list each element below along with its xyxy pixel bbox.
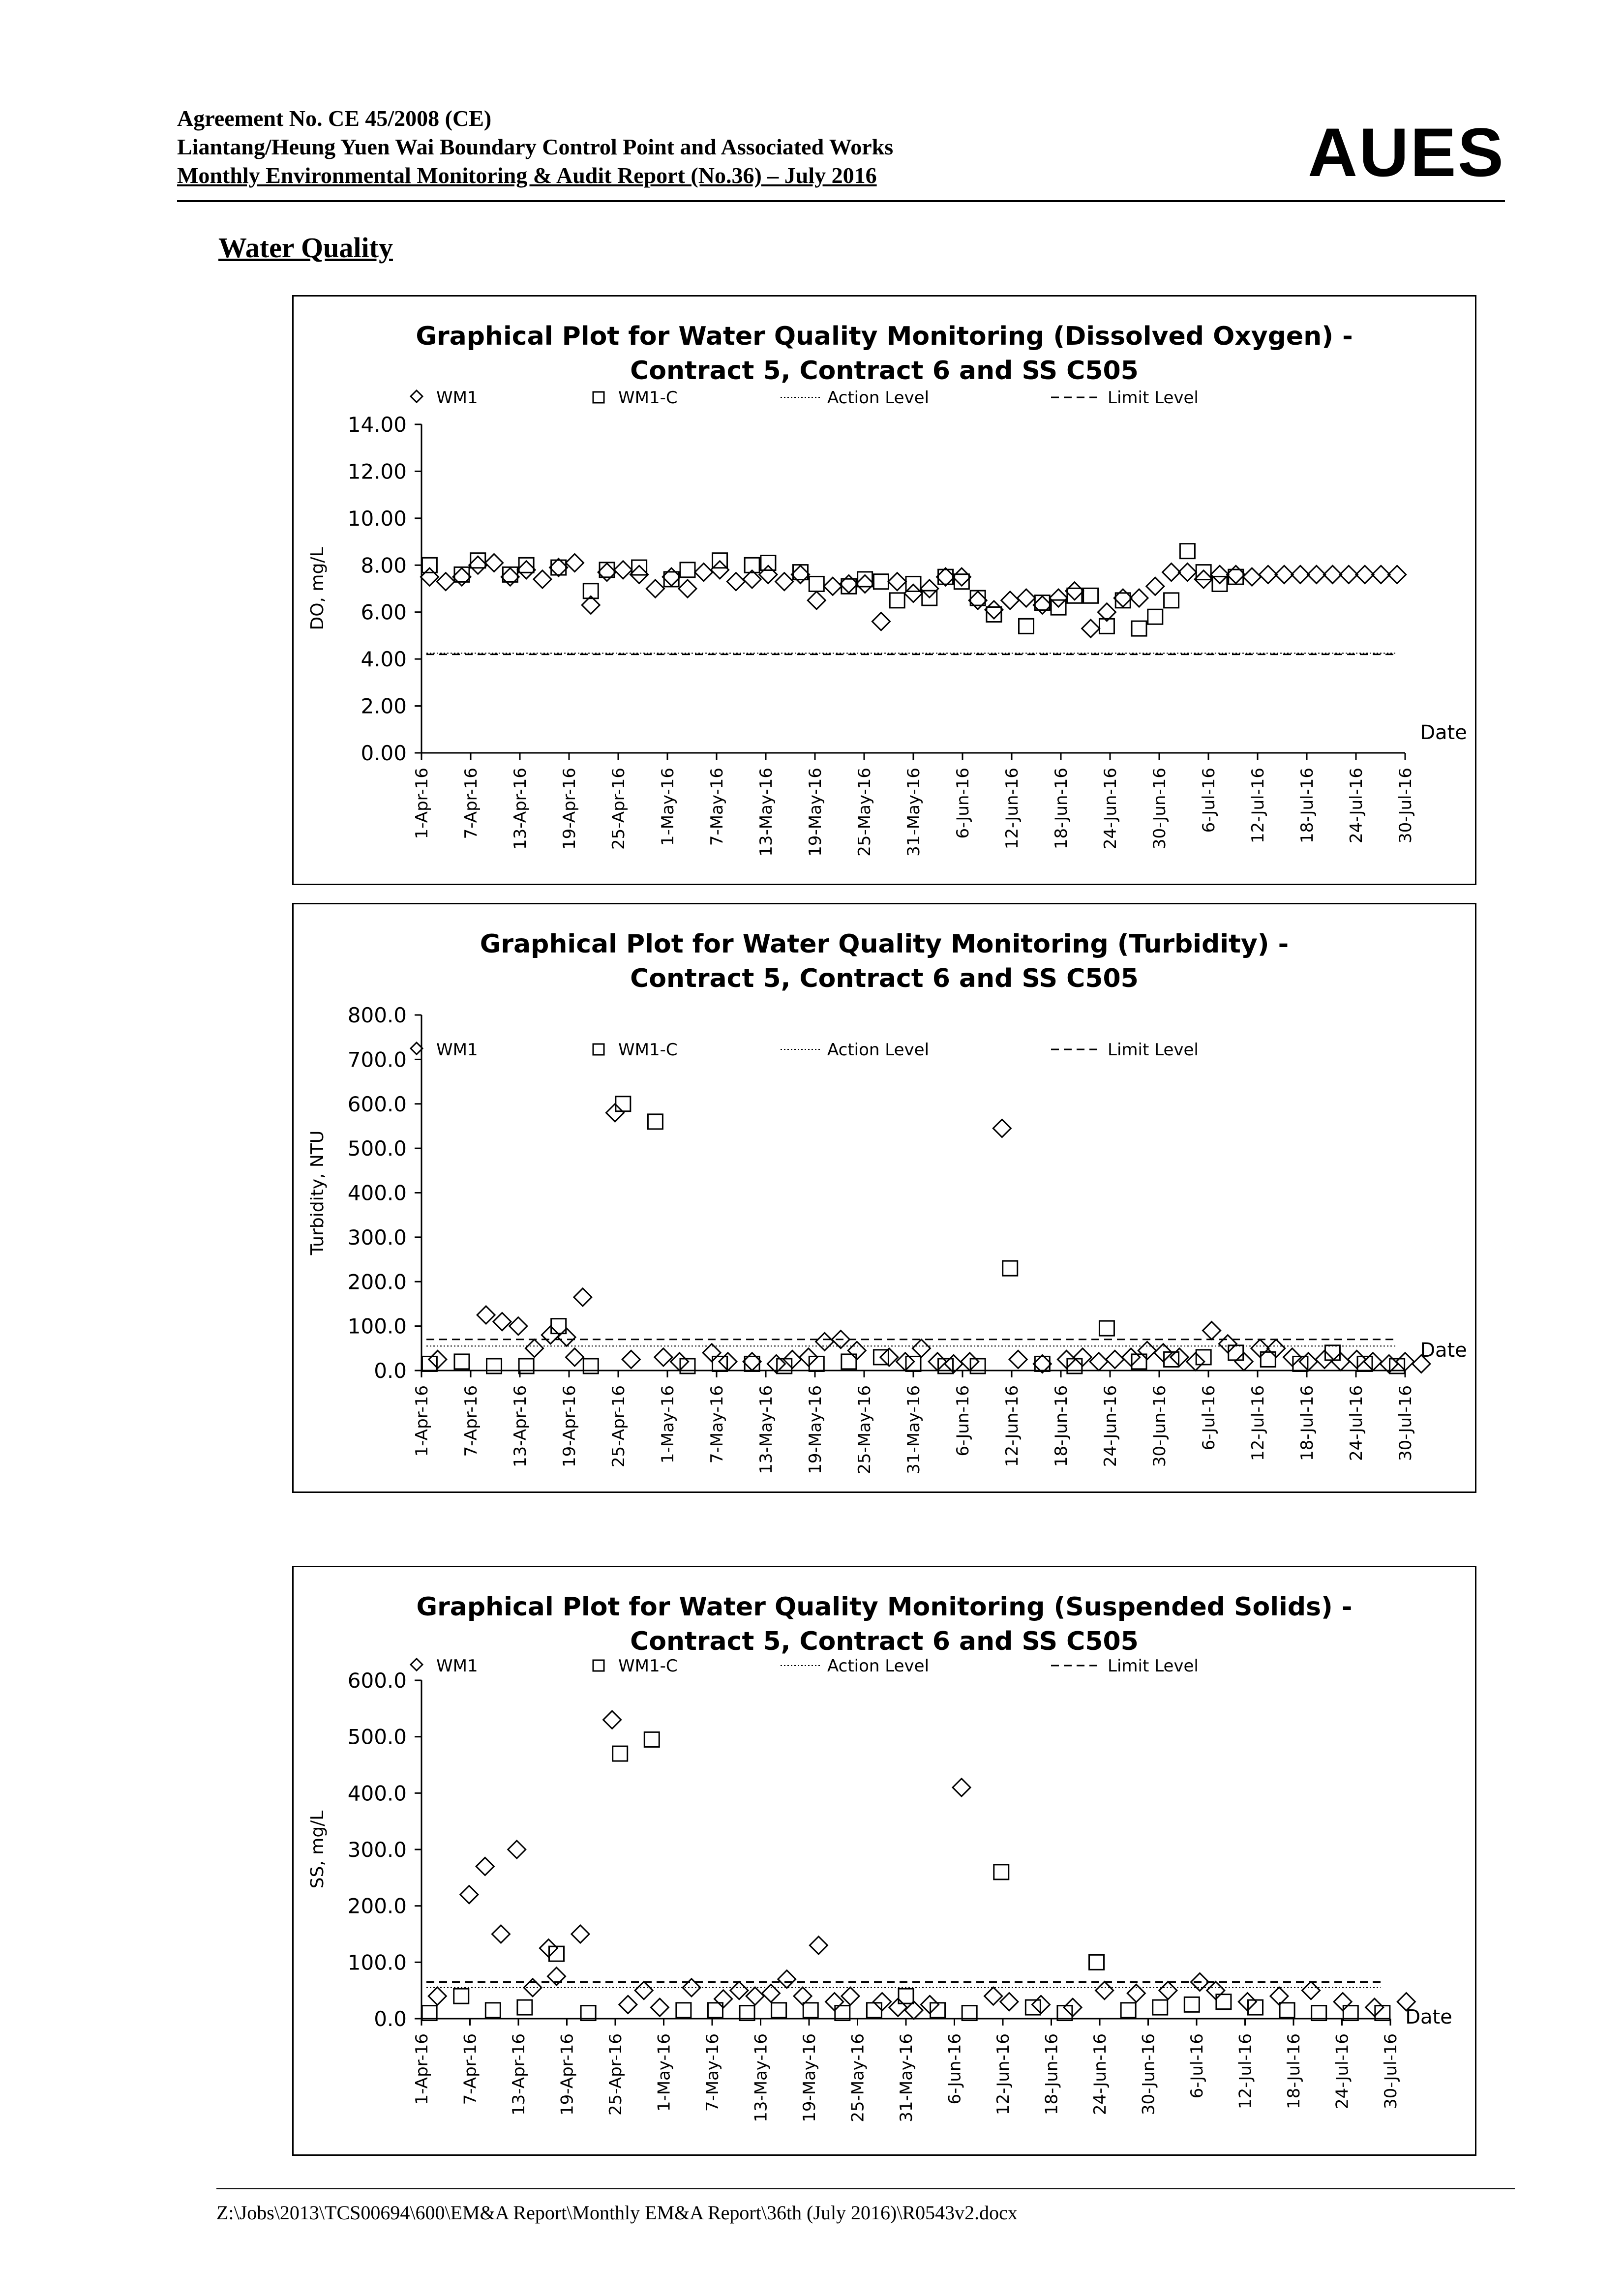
data-point-wm1c [1083, 588, 1098, 603]
x-tick-label: 19-Apr-16 [557, 2033, 577, 2116]
y-tick-label: 400.0 [347, 1181, 407, 1205]
data-point-wm1 [1090, 1353, 1108, 1371]
y-tick-label: 4.00 [361, 647, 407, 672]
data-point-wm1 [937, 568, 955, 586]
data-point-wm1c [803, 2003, 818, 2018]
data-point-wm1 [646, 580, 664, 597]
y-tick-label: 500.0 [347, 1725, 407, 1749]
data-point-wm1 [762, 1984, 780, 2002]
data-point-wm1 [808, 592, 825, 609]
data-point-wm1 [574, 1288, 592, 1306]
data-point-wm1c [1229, 1345, 1243, 1360]
x-tick-label: 30-Jul-16 [1396, 1385, 1415, 1461]
legend-label-limit: Limit Level [1108, 1656, 1199, 1676]
data-point-wm1c [1196, 565, 1211, 580]
header-divider [177, 200, 1505, 202]
data-point-wm1 [517, 561, 535, 579]
y-tick-label: 0.00 [361, 741, 407, 765]
data-point-wm1 [810, 1937, 827, 1954]
data-point-wm1 [679, 580, 696, 597]
data-point-wm1 [453, 568, 471, 586]
y-tick-label: 0.0 [374, 2007, 407, 2031]
data-point-wm1 [1130, 589, 1148, 607]
data-point-wm1 [1050, 589, 1067, 607]
data-point-wm1c [867, 2003, 881, 2018]
data-point-wm1c [422, 558, 437, 572]
data-point-wm1 [598, 564, 616, 581]
data-point-wm1 [437, 573, 454, 591]
x-tick-label: 24-Jul-16 [1347, 768, 1366, 843]
y-tick-label: 800.0 [347, 1003, 407, 1027]
data-point-wm1 [1259, 566, 1277, 583]
x-tick-label: 6-Jul-16 [1199, 1385, 1219, 1451]
x-tick-label: 31-May-16 [904, 768, 924, 857]
data-point-wm1c [551, 560, 566, 575]
data-point-wm1 [614, 561, 632, 579]
x-tick-label: 18-Jul-16 [1297, 768, 1317, 843]
data-point-wm1 [619, 1996, 637, 2013]
data-point-wm1 [730, 1982, 748, 1999]
aues-logo: AUES [1308, 114, 1505, 191]
y-tick-label: 600.0 [347, 1092, 407, 1116]
data-point-wm1 [477, 1306, 495, 1324]
data-point-wm1 [1323, 566, 1341, 583]
data-point-wm1 [727, 573, 745, 591]
data-point-wm1c [1121, 2003, 1136, 2018]
data-point-wm1c [1089, 1955, 1104, 1969]
y-tick-label: 8.00 [361, 553, 407, 578]
data-point-wm1 [571, 1925, 589, 1943]
data-point-wm1 [508, 1841, 526, 1858]
data-point-wm1 [1178, 564, 1196, 581]
x-tick-label: 24-Jun-16 [1090, 2033, 1110, 2116]
data-point-wm1 [953, 568, 970, 586]
x-tick-label: 25-May-16 [848, 2033, 868, 2122]
x-tick-label: 12-Jul-16 [1235, 2033, 1256, 2109]
x-tick-label: 13-Apr-16 [511, 1385, 530, 1467]
x-tick-label: 24-Jun-16 [1101, 1385, 1120, 1467]
x-tick-label: 13-Apr-16 [511, 768, 530, 850]
data-point-wm1 [428, 1987, 446, 2005]
data-point-wm1 [635, 1982, 653, 1999]
data-point-wm1 [872, 613, 890, 630]
x-tick-label: 19-May-16 [806, 1385, 825, 1474]
legend-marker-wm1 [411, 390, 422, 402]
legend-label-wm1c: WM1-C [618, 1040, 678, 1060]
data-point-wm1 [493, 1313, 511, 1331]
data-point-wm1 [1146, 577, 1164, 595]
x-tick-label: 18-Jul-16 [1284, 2033, 1304, 2109]
x-tick-label: 25-Apr-16 [609, 1385, 629, 1467]
series-wm1 [421, 554, 1406, 638]
report-title: Monthly Environmental Monitoring & Audit Report (No.36) – July 2016 [177, 163, 877, 188]
data-point-wm1 [1227, 566, 1245, 583]
x-tick-label: 1-Apr-16 [412, 768, 432, 839]
data-point-wm1c [938, 569, 953, 584]
data-point-wm1 [485, 554, 503, 572]
data-point-wm1c [1280, 2003, 1294, 2018]
data-point-wm1 [1211, 566, 1229, 583]
data-point-wm1c [680, 563, 695, 577]
data-point-wm1 [778, 1970, 796, 1988]
data-point-wm1c [1025, 2000, 1040, 2015]
x-tick-label: 24-Jul-16 [1332, 2033, 1353, 2109]
data-point-wm1c [994, 1865, 1009, 1879]
x-tick-label: 6-Jun-16 [953, 768, 973, 839]
y-tick-label: 200.0 [347, 1894, 407, 1918]
data-point-wm1c [906, 1356, 921, 1371]
x-tick-label: 12-Jun-16 [1002, 768, 1022, 850]
chart-suspended-solids [292, 1566, 1476, 2156]
data-point-wm1c [1019, 619, 1034, 633]
legend-label-limit: Limit Level [1108, 1040, 1199, 1060]
x-tick-label: 6-Jun-16 [945, 2033, 965, 2105]
series-wm1 [429, 1104, 1430, 1373]
x-tick-label: 30-Jun-16 [1150, 1385, 1170, 1467]
x-tick-label: 24-Jun-16 [1101, 768, 1120, 850]
y-tick-label: 300.0 [347, 1225, 407, 1250]
y-axis-label: SS, mg/L [307, 1810, 328, 1889]
chart-turbidity [292, 903, 1476, 1493]
x-tick-label: 7-Apr-16 [461, 768, 481, 839]
agreement-number: Agreement No. CE 45/2008 (CE) [177, 106, 492, 131]
y-tick-label: 0.0 [374, 1359, 407, 1383]
data-point-wm1c [517, 2000, 532, 2015]
legend-marker-wm1 [411, 1659, 422, 1670]
x-tick-label: 12-Jul-16 [1248, 768, 1268, 843]
footer-divider [216, 2188, 1515, 2189]
data-point-wm1 [651, 1998, 668, 2016]
data-point-wm1 [1114, 589, 1132, 607]
chart-title-line-1: Graphical Plot for Water Quality Monitoring (Dissolved Oxygen) - [416, 322, 1353, 351]
data-point-wm1 [460, 1886, 478, 1904]
data-point-wm1 [904, 585, 922, 602]
data-point-wm1c [1003, 1261, 1018, 1276]
data-point-wm1 [776, 573, 793, 591]
data-point-wm1c [1164, 593, 1179, 608]
data-point-wm1c [1180, 544, 1195, 559]
data-point-wm1c [1148, 609, 1163, 624]
data-point-wm1 [1000, 1993, 1018, 2011]
data-point-wm1 [953, 1779, 970, 1796]
y-tick-label: 600.0 [347, 1669, 407, 1693]
data-point-wm1 [746, 1987, 764, 2005]
x-tick-label: 6-Jun-16 [953, 1385, 973, 1457]
data-point-wm1 [492, 1925, 510, 1943]
data-point-wm1 [759, 566, 777, 583]
data-point-wm1 [1356, 566, 1374, 583]
legend-label-action: Action Level [827, 388, 930, 408]
y-tick-label: 100.0 [347, 1314, 407, 1339]
data-point-wm1 [662, 568, 680, 586]
data-point-wm1c [1132, 621, 1146, 636]
x-tick-label: 19-Apr-16 [560, 768, 579, 850]
data-point-wm1 [566, 1348, 583, 1366]
data-point-wm1 [912, 1340, 930, 1357]
x-tick-label: 19-May-16 [800, 2033, 819, 2122]
data-point-wm1c [1099, 1321, 1114, 1336]
data-point-wm1 [1018, 589, 1035, 607]
data-point-wm1 [888, 573, 906, 591]
data-point-wm1 [842, 1987, 859, 2005]
x-tick-label: 12-Jul-16 [1248, 1385, 1268, 1461]
data-point-wm1 [550, 559, 568, 576]
data-point-wm1c [890, 593, 904, 608]
y-tick-label: 100.0 [347, 1950, 407, 1975]
file-path-footer: Z:\Jobs\2013\TCS00694\600\EM&A Report\Monthly EM&A Report\36th (July 2016)\R0543v2.docx [216, 2202, 1018, 2224]
data-point-wm1c [1184, 1997, 1199, 2012]
data-point-wm1 [421, 568, 438, 586]
data-point-wm1c [772, 2003, 786, 2018]
series-wm1-c [422, 544, 1243, 636]
chart-legend [411, 388, 1199, 408]
data-point-wm1 [993, 1119, 1011, 1137]
data-point-wm1 [1372, 566, 1390, 583]
data-point-wm1 [1340, 566, 1357, 583]
legend-label-wm1c: WM1-C [618, 388, 678, 408]
data-point-wm1 [985, 601, 1003, 619]
x-tick-label: 18-Jun-16 [1052, 768, 1071, 850]
data-point-wm1 [1082, 620, 1100, 637]
x-tick-label: 6-Jul-16 [1187, 2033, 1207, 2099]
data-point-wm1c [809, 576, 824, 591]
x-tick-label: 30-Jun-16 [1139, 2033, 1159, 2116]
chart-title-line-2: Contract 5, Contract 6 and SS C505 [630, 964, 1139, 993]
chart-dissolved-oxygen [292, 295, 1476, 885]
x-axis-label: Date [1420, 721, 1467, 744]
data-point-wm1 [1275, 566, 1293, 583]
legend-label-limit: Limit Level [1108, 388, 1199, 408]
data-point-wm1 [501, 568, 519, 586]
y-tick-label: 12.00 [347, 459, 407, 484]
data-point-wm1 [824, 577, 842, 595]
data-point-wm1 [566, 554, 583, 572]
data-point-wm1 [1203, 1322, 1221, 1340]
x-tick-label: 25-Apr-16 [609, 768, 629, 850]
data-point-wm1 [1106, 1350, 1124, 1368]
x-tick-label: 13-May-16 [751, 2033, 771, 2122]
data-point-wm1 [1302, 1982, 1320, 1999]
x-tick-label: 19-Apr-16 [560, 1385, 579, 1467]
x-tick-label: 1-May-16 [654, 2033, 674, 2112]
data-point-wm1 [1292, 566, 1309, 583]
data-point-wm1 [534, 570, 551, 588]
y-tick-label: 10.00 [347, 506, 407, 531]
x-tick-label: 7-Apr-16 [460, 2033, 481, 2105]
x-tick-label: 13-May-16 [756, 1385, 776, 1474]
data-point-wm1 [526, 1340, 543, 1357]
data-point-wm1 [622, 1350, 640, 1368]
x-tick-label: 6-Jul-16 [1199, 768, 1219, 833]
y-tick-label: 6.00 [361, 600, 407, 625]
x-axis-label: Date [1420, 1339, 1467, 1362]
x-tick-label: 12-Jun-16 [993, 2033, 1013, 2116]
x-tick-label: 19-May-16 [806, 768, 825, 857]
x-tick-label: 25-Apr-16 [606, 2033, 626, 2116]
y-tick-label: 2.00 [361, 694, 407, 718]
data-point-wm1 [1388, 566, 1406, 583]
data-point-wm1 [476, 1857, 494, 1875]
data-point-wm1 [856, 575, 874, 593]
project-name: Liantang/Heung Yuen Wai Boundary Control Point and Associated Works [177, 134, 894, 159]
x-tick-label: 30-Jun-16 [1150, 768, 1170, 850]
x-tick-label: 13-May-16 [756, 768, 776, 857]
data-point-wm1 [921, 580, 938, 597]
legend-label-wm1: WM1 [436, 1656, 478, 1676]
data-point-wm1 [655, 1348, 672, 1366]
x-tick-label: 18-Jun-16 [1052, 1385, 1071, 1467]
data-point-wm1c [648, 1114, 662, 1129]
legend-label-wm1: WM1 [436, 1040, 478, 1060]
data-point-wm1c [761, 556, 776, 570]
legend-label-wm1: WM1 [436, 388, 478, 408]
y-tick-label: 300.0 [347, 1838, 407, 1862]
x-tick-label: 1-Apr-16 [412, 2033, 432, 2105]
data-point-wm1 [510, 1317, 527, 1335]
data-point-wm1c [644, 1732, 659, 1747]
legend-label-action: Action Level [827, 1656, 930, 1676]
y-tick-label: 500.0 [347, 1136, 407, 1161]
legend-label-wm1c: WM1-C [618, 1656, 678, 1676]
y-tick-label: 14.00 [347, 413, 407, 437]
x-tick-label: 1-May-16 [658, 1385, 678, 1464]
x-tick-label: 7-May-16 [707, 768, 727, 846]
data-point-wm1 [1096, 1982, 1113, 1999]
chart-title-line-2: Contract 5, Contract 6 and SS C505 [630, 1627, 1139, 1656]
x-tick-label: 30-Jul-16 [1396, 768, 1415, 843]
data-point-wm1 [1159, 1982, 1177, 1999]
y-tick-label: 200.0 [347, 1270, 407, 1294]
x-tick-label: 1-Apr-16 [412, 1385, 432, 1457]
y-axis-label: DO, mg/L [307, 547, 328, 630]
data-point-wm1 [695, 564, 713, 581]
x-tick-label: 25-May-16 [855, 1385, 874, 1474]
legend-label-action: Action Level [827, 1040, 930, 1060]
chart-legend [411, 1040, 1199, 1060]
x-tick-label: 1-May-16 [658, 768, 678, 846]
x-axis-label: Date [1405, 2006, 1452, 2028]
data-point-wm1c [1035, 1356, 1050, 1371]
data-point-wm1 [1009, 1350, 1027, 1368]
chart-title-line-2: Contract 5, Contract 6 and SS C505 [630, 356, 1139, 386]
series-wm1 [428, 1711, 1415, 2019]
x-tick-label: 12-Jun-16 [1002, 1385, 1022, 1467]
data-point-wm1c [632, 560, 647, 575]
data-point-wm1c [676, 2003, 691, 2018]
chart-legend [411, 1656, 1199, 1676]
x-tick-label: 7-Apr-16 [461, 1385, 481, 1457]
chart-title-line-1: Graphical Plot for Water Quality Monitoring (Turbidity) - [480, 929, 1289, 959]
data-point-wm1 [1243, 568, 1261, 586]
legend-marker-wm1c [593, 1044, 604, 1055]
data-point-wm1c [454, 1989, 469, 2003]
x-tick-label: 18-Jun-16 [1042, 2033, 1062, 2116]
data-point-wm1 [840, 575, 858, 593]
x-tick-label: 13-Apr-16 [509, 2033, 529, 2116]
data-point-wm1 [985, 1987, 1002, 2005]
data-point-wm1 [743, 1353, 761, 1371]
data-point-wm1 [816, 1333, 834, 1350]
chart-turbidity-svg [294, 904, 1475, 1491]
y-tick-label: 400.0 [347, 1781, 407, 1806]
x-tick-label: 18-Jul-16 [1297, 1385, 1317, 1461]
x-tick-label: 7-May-16 [707, 1385, 727, 1464]
data-point-wm1 [711, 561, 729, 579]
data-point-wm1 [969, 592, 987, 609]
series-wm1-c [422, 1732, 1390, 2020]
data-point-wm1c [613, 1746, 628, 1761]
legend-marker-wm1 [411, 1043, 422, 1054]
data-point-wm1 [603, 1711, 621, 1729]
chart-title-line-1: Graphical Plot for Water Quality Monitoring (Suspended Solids) - [416, 1592, 1353, 1622]
data-point-wm1 [1001, 592, 1019, 609]
y-tick-label: 700.0 [347, 1047, 407, 1072]
data-point-wm1c [485, 2003, 500, 2018]
data-point-wm1 [1127, 1984, 1145, 2002]
x-tick-label: 31-May-16 [904, 1385, 924, 1474]
data-point-wm1 [1066, 582, 1083, 600]
data-point-wm1 [1033, 596, 1051, 614]
data-point-wm1 [1163, 564, 1180, 581]
data-point-wm1 [1308, 566, 1325, 583]
legend-marker-wm1c [593, 1660, 604, 1671]
x-tick-label: 31-May-16 [897, 2033, 916, 2122]
data-point-wm1c [1153, 2000, 1168, 2015]
y-axis-label: Turbidity, NTU [307, 1130, 328, 1255]
data-point-wm1c [873, 574, 888, 589]
data-point-wm1c [454, 1354, 469, 1369]
section-title: Water Quality [218, 232, 393, 264]
legend-marker-wm1c [593, 392, 604, 403]
chart-suspended-solids-svg [294, 1567, 1475, 2154]
chart-dissolved-oxygen-svg [294, 297, 1475, 884]
x-tick-label: 24-Jul-16 [1347, 1385, 1366, 1461]
data-point-wm1 [469, 556, 487, 574]
x-tick-label: 25-May-16 [855, 768, 874, 857]
data-point-wm1 [791, 566, 809, 583]
x-tick-label: 30-Jul-16 [1381, 2033, 1401, 2109]
x-tick-label: 7-May-16 [703, 2033, 722, 2112]
report-header [177, 104, 1505, 205]
data-point-wm1c [616, 1097, 631, 1111]
